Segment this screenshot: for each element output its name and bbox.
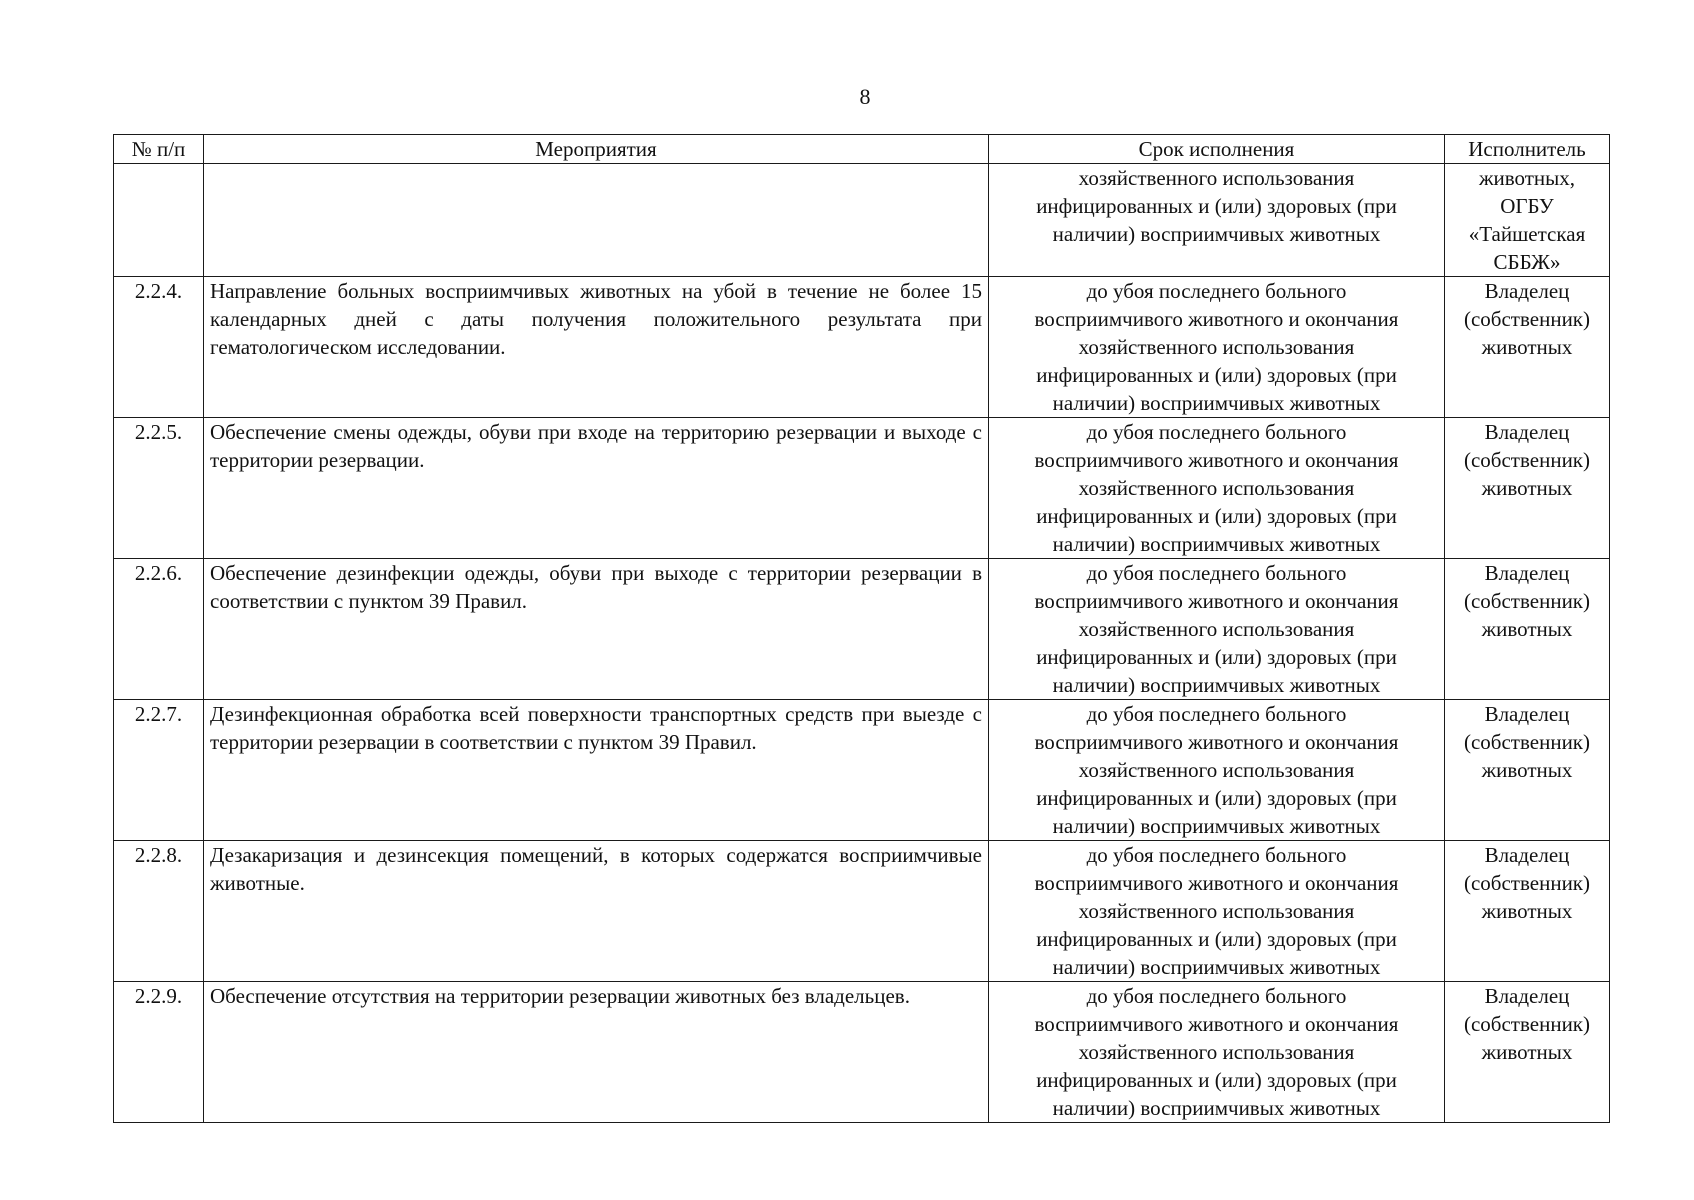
cell-executor bbox=[1445, 559, 1610, 700]
measures-table bbox=[113, 134, 1610, 1123]
table-row bbox=[114, 277, 1610, 418]
term-line: наличии) восприимчивых животных bbox=[1052, 391, 1381, 415]
term-line: хозяйственного использования bbox=[1078, 335, 1355, 359]
term-line: хозяйственного использования bbox=[1078, 1040, 1355, 1064]
cell-term bbox=[989, 559, 1445, 700]
executor-line: животных bbox=[1481, 335, 1573, 359]
cell-term bbox=[989, 982, 1445, 1123]
page-number: 8 bbox=[859, 84, 871, 109]
term-line: наличии) восприимчивых животных bbox=[1052, 673, 1381, 697]
cell-action: Обеспечение отсутствия на территории резервации животных без владельцев. bbox=[204, 982, 989, 1123]
term-line: до убоя последнего больного bbox=[1086, 984, 1347, 1008]
executor-line: (собственник) bbox=[1463, 730, 1591, 754]
cell-action: Дезинфекционная обработка всей поверхности транспортных средств при выезде с территории резервации в соответствии с пунктом 39 Правил. bbox=[204, 700, 989, 841]
executor-line: «Тайшетская bbox=[1468, 222, 1586, 246]
header-term: Срок исполнения bbox=[989, 135, 1445, 164]
term-line: до убоя последнего больного bbox=[1086, 420, 1347, 444]
term-line: инфицированных и (или) здоровых (при bbox=[1036, 1068, 1397, 1092]
executor-line: (собственник) bbox=[1463, 871, 1591, 895]
executor-line: (собственник) bbox=[1463, 589, 1591, 613]
header-executor: Исполнитель bbox=[1445, 135, 1610, 164]
term-line: восприимчивого животного и окончания bbox=[1034, 589, 1399, 613]
term-line: наличии) восприимчивых животных bbox=[1052, 222, 1381, 246]
term-line: восприимчивого животного и окончания bbox=[1034, 871, 1399, 895]
cell-executor bbox=[1445, 700, 1610, 841]
cell-term bbox=[989, 164, 1445, 277]
cell-action: Обеспечение смены одежды, обуви при входе на территорию резервации и выходе с территории резервации. bbox=[204, 418, 989, 559]
executor-line: Владелец bbox=[1484, 843, 1570, 867]
term-line: хозяйственного использования bbox=[1078, 899, 1355, 923]
term-line: до убоя последнего больного bbox=[1086, 279, 1347, 303]
executor-line: животных bbox=[1481, 899, 1573, 923]
executor-line: Владелец bbox=[1484, 279, 1570, 303]
cell-executor bbox=[1445, 841, 1610, 982]
cell-action: Направление больных восприимчивых животных на убой в течение не более 15 календарных дней с даты получения положительного результата при гематологическом исследовании. bbox=[204, 277, 989, 418]
executor-line: (собственник) bbox=[1463, 1012, 1591, 1036]
term-line: восприимчивого животного и окончания bbox=[1034, 1012, 1399, 1036]
term-line: восприимчивого животного и окончания bbox=[1034, 730, 1399, 754]
term-line: наличии) восприимчивых животных bbox=[1052, 955, 1381, 979]
term-line: хозяйственного использования bbox=[1078, 476, 1355, 500]
table-header-row bbox=[114, 135, 1610, 164]
cell-executor bbox=[1445, 277, 1610, 418]
term-line: хозяйственного использования bbox=[1078, 758, 1355, 782]
table-row bbox=[114, 982, 1610, 1123]
cell-number: 2.2.7. bbox=[114, 700, 204, 841]
term-line: наличии) восприимчивых животных bbox=[1052, 1096, 1381, 1120]
executor-line: Владелец bbox=[1484, 984, 1570, 1008]
cell-term bbox=[989, 841, 1445, 982]
term-line: восприимчивого животного и окончания bbox=[1034, 448, 1399, 472]
executor-line: Владелец bbox=[1484, 420, 1570, 444]
term-line: наличии) восприимчивых животных bbox=[1052, 532, 1381, 556]
term-line: до убоя последнего больного bbox=[1086, 561, 1347, 585]
term-line: инфицированных и (или) здоровых (при bbox=[1036, 504, 1397, 528]
cell-action: Дезакаризация и дезинсекция помещений, в которых содержатся восприимчивые животные. bbox=[204, 841, 989, 982]
cell-number bbox=[114, 164, 204, 277]
header-actions: Мероприятия bbox=[204, 135, 989, 164]
table-row bbox=[114, 559, 1610, 700]
cell-executor bbox=[1445, 982, 1610, 1123]
executor-line: животных bbox=[1481, 617, 1573, 641]
cell-number: 2.2.6. bbox=[114, 559, 204, 700]
term-line: наличии) восприимчивых животных bbox=[1052, 814, 1381, 838]
executor-line: животных bbox=[1481, 1040, 1573, 1064]
executor-line: (собственник) bbox=[1463, 307, 1591, 331]
table-row bbox=[114, 841, 1610, 982]
cell-action bbox=[204, 164, 989, 277]
term-line: до убоя последнего больного bbox=[1086, 702, 1347, 726]
term-line: хозяйственного использования bbox=[1078, 166, 1355, 190]
term-line: инфицированных и (или) здоровых (при bbox=[1036, 927, 1397, 951]
executor-line: животных, bbox=[1478, 166, 1576, 190]
term-line: восприимчивого животного и окончания bbox=[1034, 307, 1399, 331]
cell-term bbox=[989, 277, 1445, 418]
table-row bbox=[114, 418, 1610, 559]
executor-line: (собственник) bbox=[1463, 448, 1591, 472]
executor-line: ОГБУ bbox=[1500, 194, 1554, 218]
cell-number: 2.2.8. bbox=[114, 841, 204, 982]
term-line: инфицированных и (или) здоровых (при bbox=[1036, 645, 1397, 669]
cell-executor bbox=[1445, 164, 1610, 277]
term-line: инфицированных и (или) здоровых (при bbox=[1036, 786, 1397, 810]
cell-action: Обеспечение дезинфекции одежды, обуви при выходе с территории резервации в соответствии с пунктом 39 Правил. bbox=[204, 559, 989, 700]
cell-term bbox=[989, 700, 1445, 841]
executor-line: Владелец bbox=[1484, 561, 1570, 585]
executor-line: СББЖ» bbox=[1493, 250, 1561, 274]
cell-executor bbox=[1445, 418, 1610, 559]
term-line: хозяйственного использования bbox=[1078, 617, 1355, 641]
term-line: до убоя последнего больного bbox=[1086, 843, 1347, 867]
term-line: инфицированных и (или) здоровых (при bbox=[1036, 194, 1397, 218]
table-row-continuation bbox=[114, 164, 1610, 277]
table-row bbox=[114, 700, 1610, 841]
cell-term bbox=[989, 418, 1445, 559]
executor-line: животных bbox=[1481, 758, 1573, 782]
executor-line: Владелец bbox=[1484, 702, 1570, 726]
cell-number: 2.2.5. bbox=[114, 418, 204, 559]
executor-line: животных bbox=[1481, 476, 1573, 500]
table-body bbox=[114, 164, 1610, 1123]
header-number: № п/п bbox=[114, 135, 204, 164]
cell-number: 2.2.4. bbox=[114, 277, 204, 418]
cell-number: 2.2.9. bbox=[114, 982, 204, 1123]
term-line: инфицированных и (или) здоровых (при bbox=[1036, 363, 1397, 387]
